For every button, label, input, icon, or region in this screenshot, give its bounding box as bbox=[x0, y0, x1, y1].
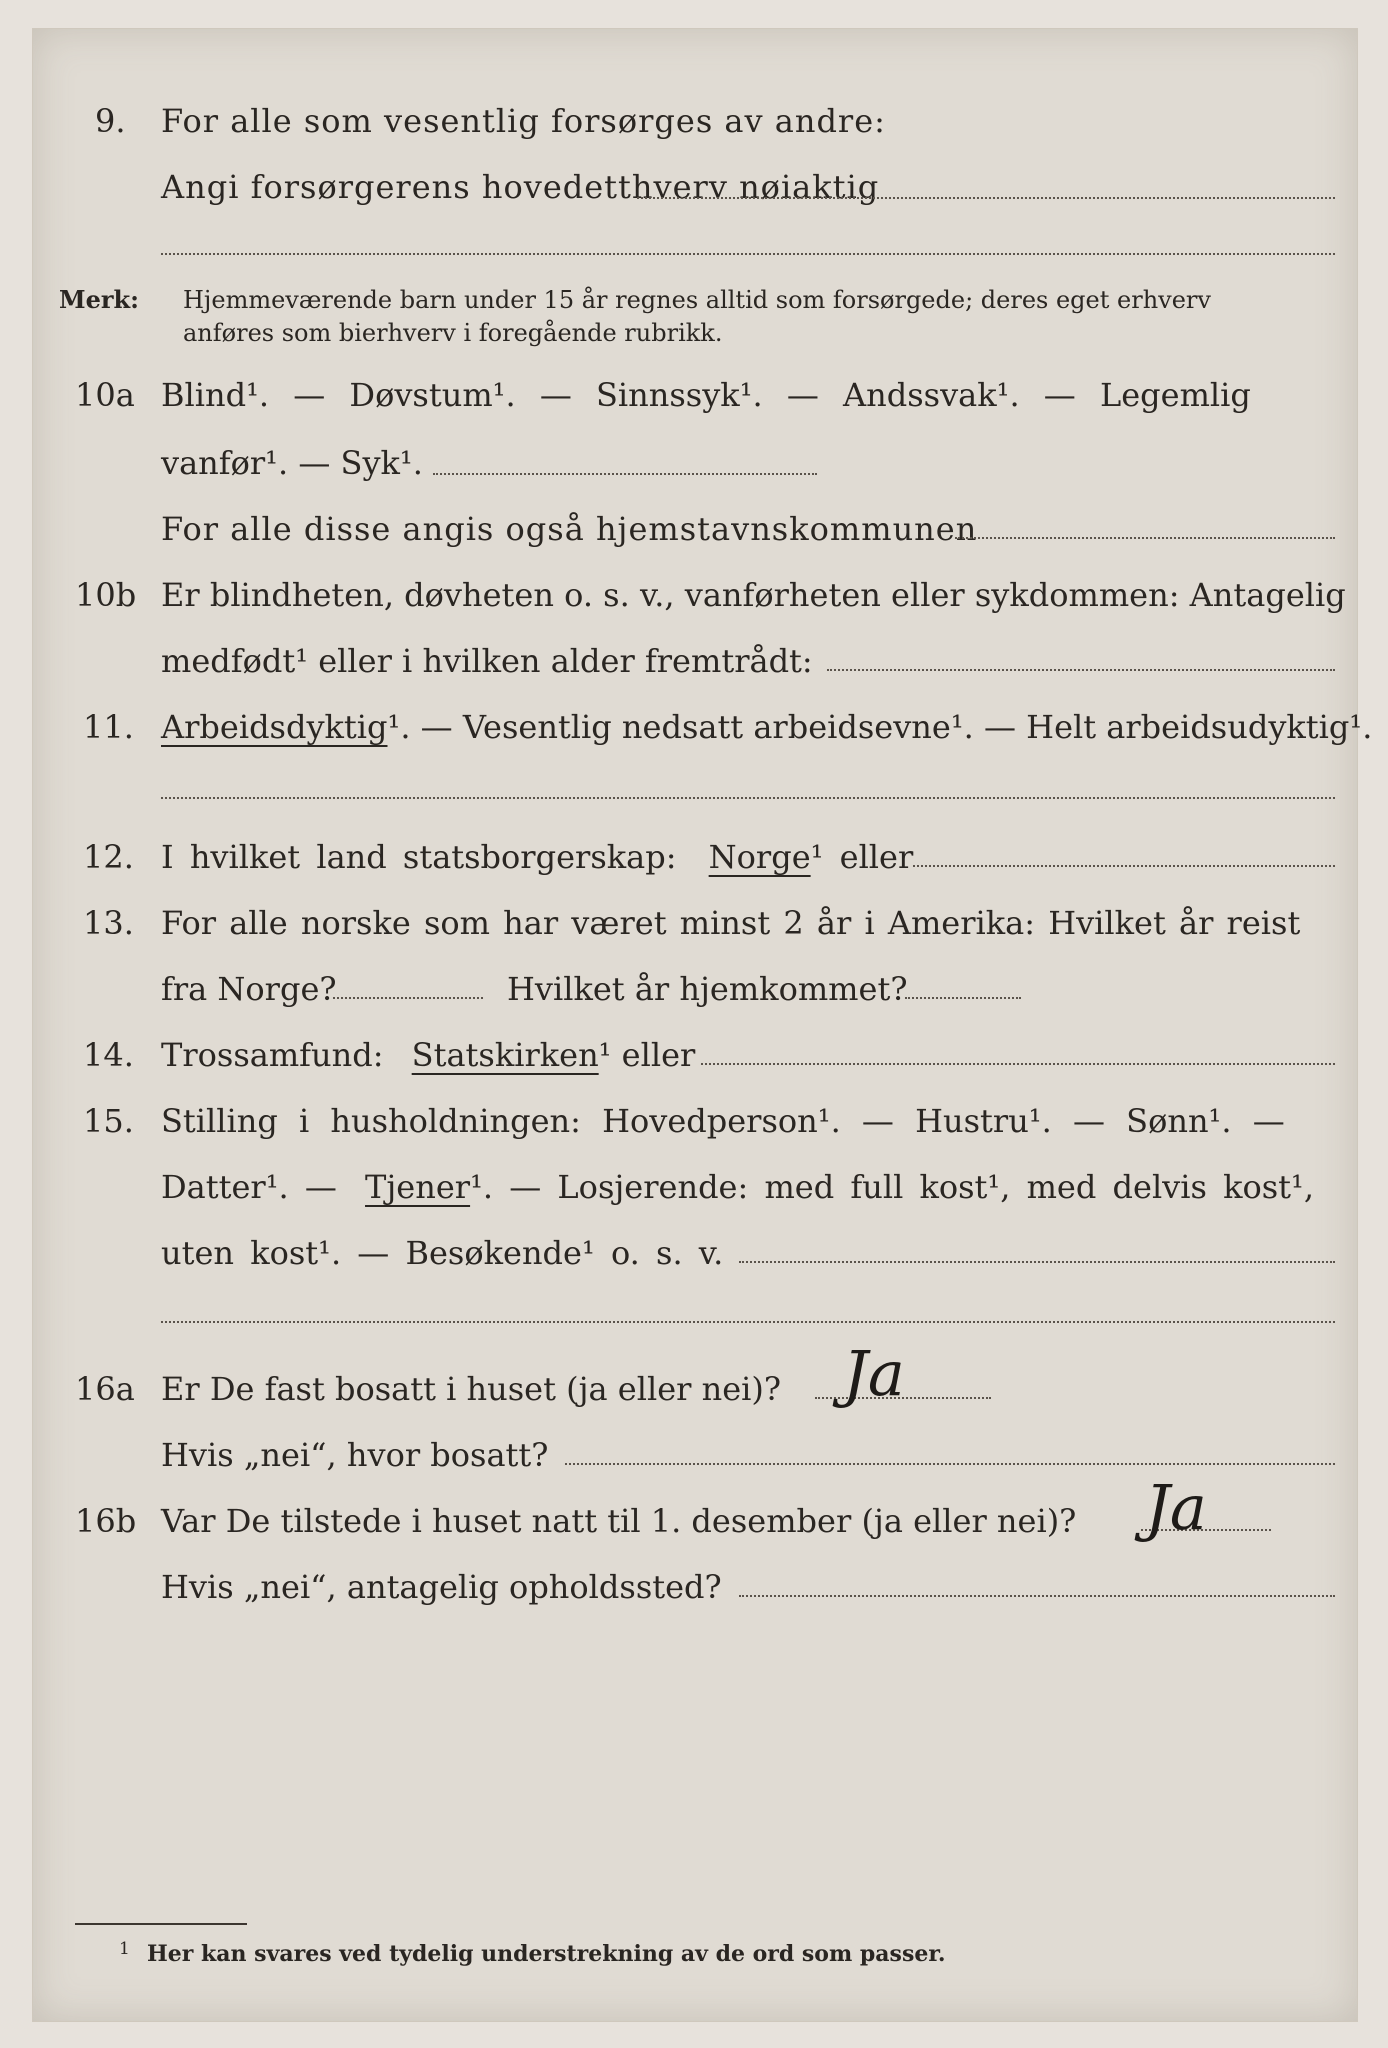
q16b-line2: Hvis „nei“, antagelig opholdssted? bbox=[161, 1568, 722, 1606]
q12-underlined-choice: Norge bbox=[708, 838, 811, 876]
q14-answer-line bbox=[701, 1063, 1335, 1065]
q15-daughter: Datter¹. — bbox=[161, 1168, 337, 1206]
q9-line2: Angi forsørgerens hovedetthverv nøiaktig bbox=[161, 168, 880, 206]
q12-text bbox=[161, 837, 913, 877]
q13-year-returned-line bbox=[905, 997, 1021, 999]
q13-returned-question: Hvilket år hjemkommet? bbox=[507, 970, 908, 1008]
q10b-line1: Er blindheten, døvheten o. s. v., vanførheten eller sykdommen: Antagelig bbox=[161, 576, 1346, 614]
q13-line1: For alle norske som har været minst 2 år i Amerika: Hvilket år reist bbox=[161, 904, 1301, 942]
item-number-10a: 10a bbox=[75, 376, 135, 414]
item-number-11: 11. bbox=[83, 708, 134, 746]
item-number-16a: 16a bbox=[75, 1370, 135, 1408]
q13-year-left-line bbox=[333, 997, 483, 999]
q16b-handwritten-answer: Ja bbox=[1145, 1471, 1207, 1544]
q10a-hometown-line bbox=[955, 537, 1335, 539]
merk-label: Merk: bbox=[59, 285, 139, 314]
q14-or: ¹ eller bbox=[598, 1036, 696, 1074]
item-number-12: 12. bbox=[83, 838, 134, 876]
item-number-9: 9. bbox=[95, 102, 126, 140]
q12-answer-line bbox=[913, 865, 1335, 867]
item-number-10b: 10b bbox=[75, 576, 137, 614]
q10a-line2: vanfør¹. — Syk¹. bbox=[161, 444, 423, 482]
q10b-line2: medfødt¹ eller i hvilken alder fremtrådt: bbox=[161, 642, 813, 680]
q16b-whereabouts-line bbox=[739, 1595, 1335, 1597]
q15-line3: uten kost¹. — Besøkende¹ o. s. v. bbox=[161, 1234, 724, 1272]
item-number-13: 13. bbox=[83, 904, 134, 942]
q14-question: Trossamfund: bbox=[161, 1036, 384, 1074]
q16b-line1: Var De tilstede i huset natt til 1. desember (ja eller nei)? bbox=[161, 1502, 1077, 1540]
footnote-rule bbox=[75, 1923, 247, 1925]
q15-answer-line bbox=[739, 1261, 1335, 1263]
q9-answer-line bbox=[637, 197, 1335, 199]
item-number-14: 14. bbox=[83, 1036, 134, 1074]
item-number-15: 15. bbox=[83, 1102, 134, 1140]
q10a-line1: Blind¹. — Døvstum¹. — Sinnssyk¹. — Andssvak¹. — Legemlig bbox=[161, 376, 1251, 414]
q16a-line2: Hvis „nei“, hvor bosatt? bbox=[161, 1436, 549, 1474]
q15-line2 bbox=[161, 1167, 1314, 1207]
q16a-residence-line bbox=[565, 1463, 1335, 1465]
q11-answer-line bbox=[161, 797, 1335, 799]
footnote-mark: 1 bbox=[119, 1939, 130, 1959]
q13-left-question: fra Norge? bbox=[161, 970, 337, 1008]
q10b-answer-line bbox=[827, 669, 1335, 671]
merk-line2: anføres som bierhverv i foregående rubrikk. bbox=[183, 319, 723, 347]
q14-text bbox=[161, 1035, 695, 1075]
item-number-16b: 16b bbox=[75, 1502, 137, 1540]
q10a-answer-line bbox=[433, 473, 817, 475]
merk-line1: Hjemmeværende barn under 15 år regnes alltid som forsørgede; deres eget erhverv bbox=[183, 286, 1211, 314]
q16a-handwritten-answer: Ja bbox=[843, 1337, 905, 1410]
q10a-line3: For alle disse angis også hjemstavnskommunen bbox=[161, 510, 978, 548]
q11-rest: ¹. — Vesentlig nedsatt arbeidsevne¹. — Helt arbeidsudyktig¹. bbox=[387, 708, 1373, 746]
footnote-text: Her kan svares ved tydelig understrekning av de ord som passer. bbox=[147, 1941, 946, 1967]
q15-line1: Stilling i husholdningen: Hovedperson¹. — Hustru¹. — Sønn¹. — bbox=[161, 1102, 1285, 1140]
q14-underlined-choice: Statskirken bbox=[411, 1036, 599, 1074]
q12-question: I hvilket land statsborgerskap: bbox=[161, 838, 677, 876]
q16a-line1: Er De fast bosatt i huset (ja eller nei)? bbox=[161, 1370, 782, 1408]
q15-lodger: ¹. — Losjerende: med full kost¹, med delvis kost¹, bbox=[470, 1168, 1315, 1206]
q11-text bbox=[161, 707, 1372, 747]
q15-answer-line-2 bbox=[161, 1321, 1335, 1323]
census-form-page bbox=[32, 28, 1373, 2022]
q15-underlined-choice: Tjener bbox=[365, 1168, 471, 1206]
q9-answer-line-2 bbox=[161, 253, 1335, 255]
q12-or: ¹ eller bbox=[810, 838, 914, 876]
q9-line1: For alle som vesentlig forsørges av andre: bbox=[161, 102, 886, 140]
q11-underlined-choice: Arbeidsdyktig bbox=[161, 708, 388, 746]
